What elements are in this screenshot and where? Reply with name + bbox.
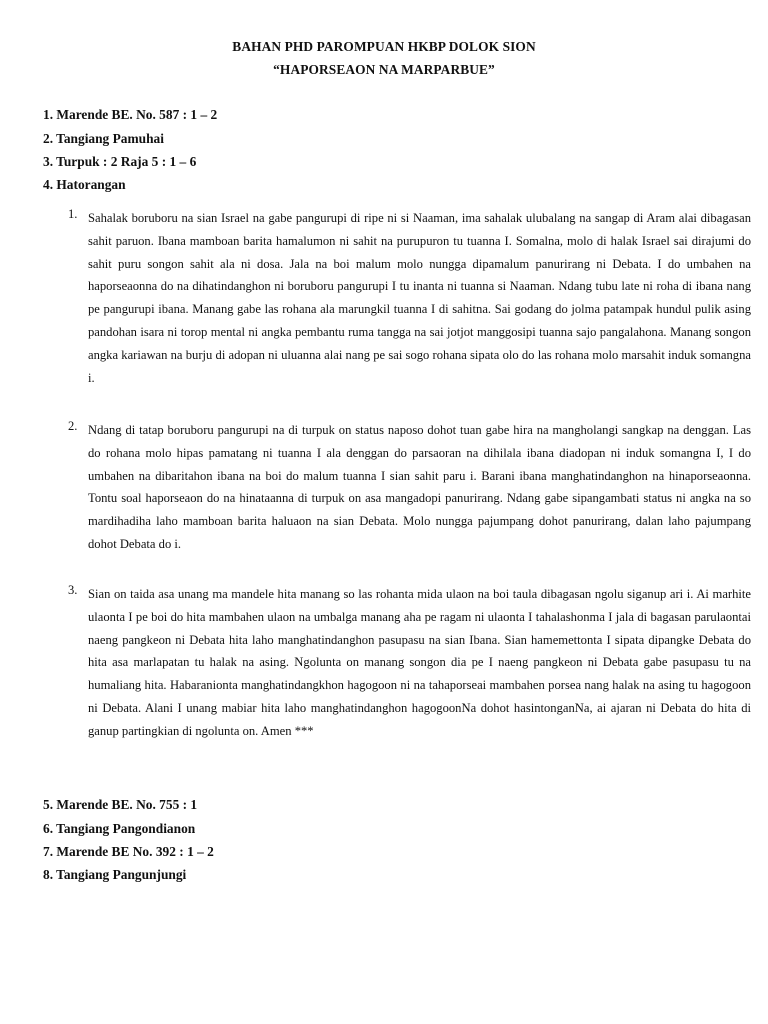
- paragraph-text: Sian on taida asa unang ma mandele hita manang so las rohanta mida ulaon na boi taula dibagasan ngolu siganup ari i. Ai marhite ulaonta I pe boi do hita mambahen ulaon na umbalga manang aha pe ragam ni ulaonta I tahalashonma I jala di bagasan parulaontai naeng pangkeon ni Debata hita laho manghatindanghon pasupasu na sian Ibana. Sian hamemettonta I sipata dipangke Debata do hita asa marlapatan tu halak na asing. Ngolunta on manang songon dia pe I naeng pangkeon ni Debata gabe pasupasu tu na humaliang hita. Habaranionta manghatindangkhon hagogoon ni na tahaporseai mambahen porsea nang halak na asing tu hagogoon ni Debata. Alani I unang mabiar hita laho manghatindanghon hagogoonNa dohot hasintonganNa, ai ajaran ni Debata do hita di ganup partingkian di ngolunta on. Amen ***: [88, 587, 751, 738]
- order-item-6: 6. Tangiang Pangondianon: [43, 821, 196, 836]
- paragraph-number: 3.: [68, 583, 78, 597]
- document-title: BAHAN PHD PAROMPUAN HKBP DOLOK SION: [232, 39, 536, 54]
- order-item-2: 2. Tangiang Pamuhai: [43, 131, 164, 146]
- order-item-3: 3. Turpuk : 2 Raja 5 : 1 – 6: [43, 154, 197, 169]
- order-item-8: 8. Tangiang Pangunjungi: [43, 867, 187, 882]
- order-item-7: 7. Marende BE No. 392 : 1 – 2: [43, 844, 214, 859]
- order-item-4: 4. Hatorangan: [43, 177, 126, 192]
- paragraph-text: Ndang di tatap boruboru pangurupi na di turpuk on status naposo dohot tuan gabe hira na mangholangi sangkap na denggan. Las do rohana molo hipas pamatang ni tuanna I ala denggan do parsaoran na dihilala ibana diadopan ni induk somangna I, I do umbahen na dibaritahon ibana na boi do malum tuanna I sian sahit paru i. Barani ibana manghatindanghon na hinaporseaonna. Tontu soal haporseaon do na hinataanna di turpuk on asa mangadopi panurirang. Ndang gabe sipangambati status ni angka na so mardihadiha laho mamboan barita haluaon na sian Debata. Molo nungga pajumpang dohot panurirang, dalan laho pajumpang dohot Debata do i.: [88, 423, 751, 551]
- order-item-1: 1. Marende BE. No. 587 : 1 – 2: [43, 107, 218, 122]
- paragraph-number: 2.: [68, 419, 78, 433]
- document-subtitle: “HAPORSEAON NA MARPARBUE”: [273, 62, 495, 77]
- paragraph-text: Sahalak boruboru na sian Israel na gabe pangurupi di ripe ni si Naaman, ima sahalak ulubalang na sangap di Aram alai dibagasan sahit paruon. Ibana mamboan barita hamalumon ni sahit na purupuron tu tuanna I. Somalna, molo di halak Israel sai dirajumi do sahit puru songon sahit ala ni dosa. Jala na boi malum molo nungga dipamalum panurirang ni Debata. I do umbahen na haporseaonna do na dihatindanghon ni boruboru pangurupi I tu inanta ni tuanna si Naaman. Ndang tubu late ni roha di ibana nang pe pangurupi ibana. Manang gabe las rohana ala marungkil tuanna I di sahitna. Sai godang do jolma patampak hundul pulik asing pandohan isara ni torop mental ni angka pembantu ruma tangga na sai jotjot manggosipi tuanna sajo pangalahona. Manang songon angka kariawan na burju di adopan ni uluanna alai nang pe sai sogo rohana sipata olo do las rohana molo marsahit induk somangna i.: [88, 211, 751, 385]
- paragraph-number: 1.: [68, 207, 78, 221]
- order-item-5: 5. Marende BE. No. 755 : 1: [43, 797, 198, 812]
